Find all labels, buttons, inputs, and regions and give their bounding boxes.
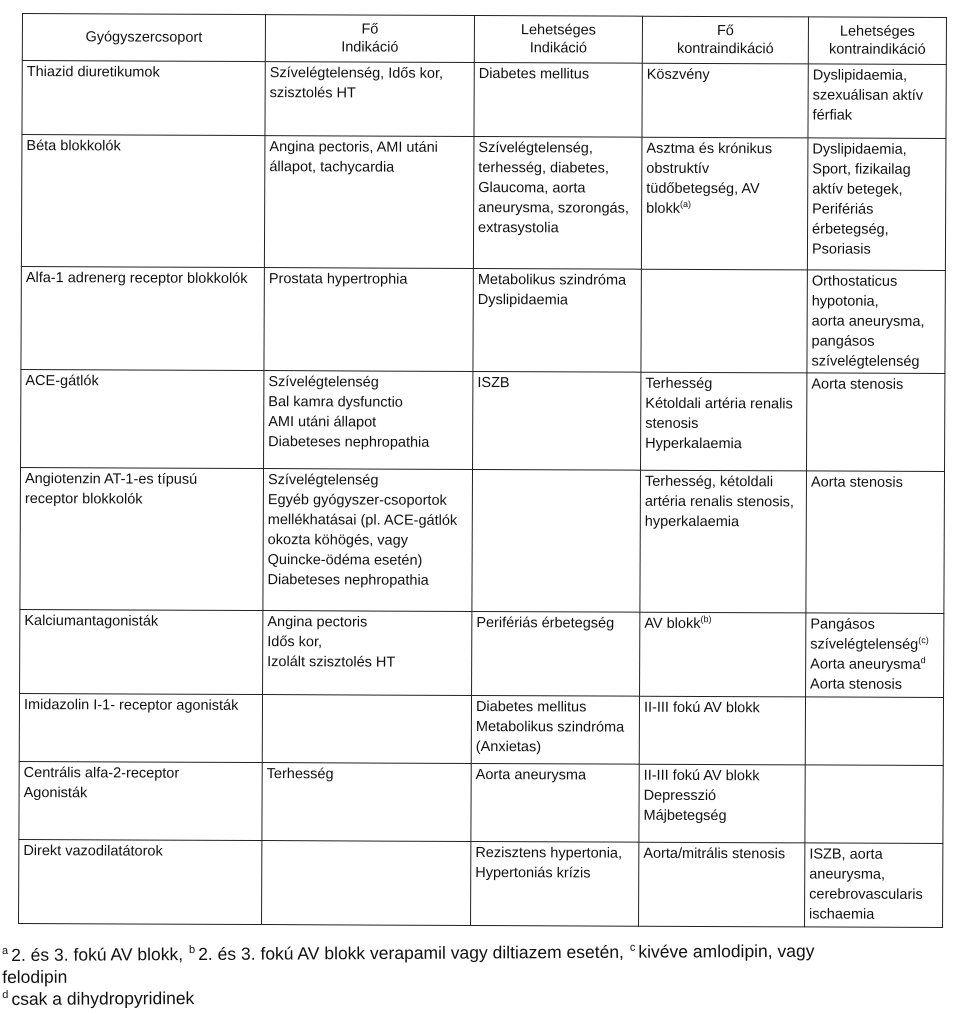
table-row xyxy=(19,839,943,927)
table-header-row xyxy=(22,14,946,65)
cell-line xyxy=(646,159,803,180)
footnote-line-3 xyxy=(2,983,952,1010)
table-row xyxy=(21,135,946,271)
table-row xyxy=(22,61,946,139)
cell-text: Idős kor, xyxy=(267,634,323,651)
cell-text: aneurysma, xyxy=(809,866,886,883)
cell-drug-group xyxy=(21,266,264,370)
header-text: kontraindikáció xyxy=(676,40,774,58)
header-possible-contraindication xyxy=(808,17,946,65)
cell-text: receptor blokkolók xyxy=(24,491,143,508)
cell-line xyxy=(645,374,802,395)
cell-text: Thiazid diuretikumok xyxy=(26,64,160,81)
cell-possible-indication xyxy=(471,763,639,842)
footnote-text-c: kivéve amlodipin, vagy xyxy=(638,940,815,962)
table-row xyxy=(20,609,944,697)
cell-text: szisztolés HT xyxy=(269,85,356,102)
cell-text: Hypertoniás krízis xyxy=(475,864,591,882)
footnote-mark-b: b xyxy=(188,944,196,957)
cell-text: Aorta/mitrális stenosis xyxy=(643,845,786,863)
cell-possible-contraindication xyxy=(805,697,943,766)
cell-line xyxy=(647,65,804,86)
cell-text: szívelégtelenség xyxy=(810,636,919,653)
cell-text: hypotonia, xyxy=(811,293,879,310)
cell-line xyxy=(27,62,261,83)
cell-line xyxy=(645,492,802,513)
cell-text: Béta blokkolók xyxy=(26,138,121,155)
cell-line xyxy=(812,179,941,200)
cell-text: Prostata hypertrophia xyxy=(268,271,408,288)
cell-drug-group xyxy=(19,839,262,924)
header-text: Lehetséges xyxy=(520,22,596,39)
cell-text: Májbetegség xyxy=(643,807,727,825)
header-drug-group xyxy=(22,14,265,62)
cell-main-indication xyxy=(265,62,474,137)
cell-text: Terhesség, kétoldali xyxy=(644,473,774,491)
cell-text: érbetegség, xyxy=(812,221,889,238)
header-text: Indikáció xyxy=(341,39,399,56)
cell-possible-contraindication xyxy=(807,138,946,271)
cell-line xyxy=(809,904,938,925)
cell-drug-group xyxy=(21,369,264,468)
cell-text: Depresszió xyxy=(643,787,717,805)
cell-text: Dyslipidaemia, xyxy=(812,67,908,84)
cell-text: Orthostaticus xyxy=(811,273,898,290)
cell-line xyxy=(643,844,800,865)
cell-possible-contraindication xyxy=(808,64,946,139)
cell-drug-group xyxy=(21,135,265,268)
header-text: Fő xyxy=(361,21,379,38)
cell-line xyxy=(270,83,470,104)
cell-text: Bal kamra dysfunctio xyxy=(268,394,403,411)
cell-text: Perifériás xyxy=(812,201,874,218)
footnote-mark-a: a xyxy=(2,945,9,958)
cell-text: szívelégtelenség xyxy=(811,353,920,370)
cell-line xyxy=(269,269,469,290)
cell-possible-contraindication xyxy=(807,270,945,374)
cell-line xyxy=(813,85,942,106)
cell-text: Kétoldali artéria renalis xyxy=(645,395,793,413)
cell-text: stenosis xyxy=(645,415,699,432)
cell-line xyxy=(475,863,634,884)
cell-main-contraindication xyxy=(641,269,807,373)
cell-text: állapot, tachycardia xyxy=(269,159,395,176)
footnote-reference: d xyxy=(920,655,926,666)
cell-text: Agonisták xyxy=(23,785,88,802)
table-row xyxy=(21,369,945,471)
cell-line xyxy=(477,373,636,394)
cell-line xyxy=(268,432,468,453)
cell-text: Pangásos xyxy=(810,616,875,633)
cell-possible-contraindication xyxy=(806,471,945,614)
cell-line xyxy=(267,652,467,673)
header-text: Indikáció xyxy=(529,40,587,57)
cell-line xyxy=(812,199,941,220)
cell-possible-indication xyxy=(474,62,642,137)
cell-line xyxy=(646,179,803,200)
cell-text: (Anxietas) xyxy=(475,738,542,756)
cell-line xyxy=(25,469,259,490)
cell-line xyxy=(478,198,637,219)
cell-text: extrasystolia xyxy=(478,219,559,237)
cell-line xyxy=(646,199,803,220)
cell-main-contraindication xyxy=(641,137,808,270)
cell-text: Perifériás érbetegség xyxy=(476,614,615,632)
header-text: Fő xyxy=(716,23,734,40)
cell-text: Angina pectoris, AMI utáni xyxy=(269,139,438,156)
table-row xyxy=(20,467,945,613)
cell-text: ISZB, aorta xyxy=(809,846,883,863)
footnote-reference: (c) xyxy=(918,635,929,646)
table-row xyxy=(19,761,943,843)
cell-line xyxy=(811,472,940,493)
cell-text: ischaemia xyxy=(809,906,875,923)
cell-text: blokk xyxy=(646,200,681,217)
cell-line xyxy=(267,632,467,653)
cell-text: hyperkalaemia xyxy=(644,513,740,531)
footnote-mark-c: c xyxy=(629,941,636,954)
cell-line xyxy=(812,291,941,312)
cell-possible-indication xyxy=(471,695,639,764)
cell-line xyxy=(268,550,468,571)
cell-main-contraindication xyxy=(642,63,808,138)
footnote-mark-d: d xyxy=(2,989,9,1002)
cell-drug-group xyxy=(19,693,262,762)
cell-main-indication xyxy=(263,469,473,612)
cell-text: AMI utáni állapot xyxy=(268,414,377,431)
cell-text: Direkt vazodilatátorok xyxy=(23,843,163,860)
cell-line xyxy=(26,136,260,157)
footnotes xyxy=(2,939,952,1010)
cell-drug-group xyxy=(20,467,264,610)
cell-text: férfiak xyxy=(812,107,853,124)
cell-text: Szívelégtelenség, xyxy=(478,139,593,157)
cell-line xyxy=(476,717,635,738)
cell-main-indication xyxy=(264,136,474,269)
cell-main-indication xyxy=(263,611,472,696)
cell-line xyxy=(267,764,467,785)
cell-line xyxy=(478,178,637,199)
cell-line xyxy=(268,372,468,393)
cell-text: Diabetes mellitus xyxy=(475,698,587,716)
cell-line xyxy=(269,137,469,158)
cell-text: Angina pectoris xyxy=(267,614,368,631)
header-possible-indication xyxy=(474,15,642,63)
cell-line xyxy=(24,783,258,804)
cell-text: aktív betegek, xyxy=(812,181,903,198)
footnote-reference: (a) xyxy=(680,199,692,210)
cell-text: II-III fokú AV blokk xyxy=(643,767,760,785)
cell-text: Sport, fizikailag xyxy=(812,161,911,178)
cell-text: Hyperkalaemia xyxy=(645,435,742,453)
cell-line xyxy=(478,218,637,239)
cell-line xyxy=(270,63,470,84)
cell-text: Quincke-ödéma esetén) xyxy=(267,552,423,569)
cell-possible-indication xyxy=(473,268,641,372)
cell-text: terhesség, diabetes, xyxy=(478,159,609,177)
cell-line xyxy=(478,158,637,179)
drug-classes-table xyxy=(18,13,947,928)
cell-text: Aorta stenosis xyxy=(811,376,904,393)
cell-line xyxy=(24,611,258,632)
cell-text: Imidazolin I-1- receptor agonisták xyxy=(23,697,239,714)
cell-line xyxy=(812,271,941,292)
header-text: kontraindikáció xyxy=(828,41,926,58)
cell-text: Aorta aneurysma xyxy=(810,656,921,673)
cell-text: Egyéb gyógyszer-csoportok xyxy=(267,492,447,509)
cell-line xyxy=(26,268,260,289)
cell-possible-indication xyxy=(473,371,641,470)
cell-line xyxy=(476,697,635,718)
cell-line xyxy=(810,614,939,635)
cell-line xyxy=(267,612,467,633)
cell-possible-contraindication xyxy=(805,843,943,928)
cell-text: cerebrovascularis xyxy=(809,886,923,903)
cell-line xyxy=(268,392,468,413)
cell-line xyxy=(813,105,942,126)
cell-text: Kalciumantagonisták xyxy=(24,613,159,630)
cell-text: Aorta aneurysma xyxy=(475,766,587,784)
cell-main-indication xyxy=(262,695,471,764)
cell-text: Metabolikus szindróma xyxy=(477,271,627,289)
table-row xyxy=(19,693,943,765)
cell-text: Psoriasis xyxy=(811,241,871,258)
cell-text: ISZB xyxy=(477,374,510,392)
cell-main-contraindication xyxy=(640,470,807,613)
cell-line xyxy=(643,806,800,827)
cell-possible-indication xyxy=(472,469,641,612)
cell-line xyxy=(268,510,468,531)
cell-main-indication xyxy=(262,763,471,842)
cell-main-contraindication xyxy=(639,842,805,927)
cell-line xyxy=(812,219,941,240)
cell-text: Dyslipidaemia xyxy=(477,291,569,309)
cell-text: aorta aneurysma, xyxy=(811,313,925,330)
cell-possible-indication xyxy=(473,136,642,269)
cell-line xyxy=(476,613,635,634)
cell-line xyxy=(645,394,802,415)
cell-text: Aorta stenosis xyxy=(810,676,903,693)
cell-line xyxy=(812,331,941,352)
cell-main-contraindication xyxy=(641,372,807,471)
cell-line xyxy=(25,371,259,392)
footnote-text-b: 2. és 3. fokú AV blokk verapamil vagy diltiazem esetén, xyxy=(198,941,624,964)
cell-line xyxy=(267,570,467,591)
cell-text: Diabeteses nephropathia xyxy=(268,434,430,451)
cell-line xyxy=(809,864,938,885)
cell-text: obstruktív xyxy=(646,160,710,177)
cell-line xyxy=(644,786,801,807)
header-main-contraindication xyxy=(642,16,808,64)
cell-line xyxy=(812,239,941,260)
header-text: Lehetséges xyxy=(839,23,915,40)
footnote-line-2: felodipin xyxy=(2,966,68,987)
cell-text: aneurysma, szorongás, xyxy=(478,199,629,217)
cell-line xyxy=(811,351,940,372)
cell-line xyxy=(479,64,638,85)
cell-line xyxy=(268,470,468,491)
cell-line xyxy=(809,884,938,905)
cell-line xyxy=(475,843,634,864)
cell-text: pangásos xyxy=(811,333,875,350)
cell-line xyxy=(644,766,801,787)
cell-text: Szívelégtelenség xyxy=(267,472,379,489)
cell-line xyxy=(809,844,938,865)
header-main-indication xyxy=(265,15,474,63)
cell-drug-group xyxy=(20,609,263,694)
cell-possible-indication xyxy=(472,611,640,696)
cell-main-indication xyxy=(264,371,473,470)
cell-line xyxy=(810,654,939,675)
cell-line xyxy=(645,472,802,493)
cell-line xyxy=(812,139,941,160)
cell-main-indication xyxy=(262,841,471,926)
cell-line xyxy=(476,737,635,758)
cell-text: Rezisztens hypertonia, xyxy=(475,844,623,862)
cell-line xyxy=(478,138,637,159)
cell-line xyxy=(24,695,258,716)
cell-line xyxy=(646,139,803,160)
cell-text: Köszvény xyxy=(646,66,710,84)
cell-possible-contraindication xyxy=(806,613,944,698)
cell-line xyxy=(645,414,802,435)
cell-text: Szívelégtelenség xyxy=(268,374,379,391)
cell-possible-indication xyxy=(471,841,639,926)
cell-line xyxy=(478,270,637,291)
cell-text: ACE-gátlók xyxy=(25,373,99,390)
header-text: Gyógyszercsoport xyxy=(85,29,203,46)
cell-text: Dyslipidaemia, xyxy=(812,141,907,158)
cell-drug-group xyxy=(22,61,265,136)
footnote-reference: (b) xyxy=(700,614,712,625)
cell-main-contraindication xyxy=(639,764,805,843)
cell-drug-group xyxy=(19,761,262,840)
cell-text: Glaucoma, aorta xyxy=(478,179,586,197)
cell-line xyxy=(644,698,801,719)
cell-text: Centrális alfa-2-receptor xyxy=(23,765,180,782)
cell-line xyxy=(268,412,468,433)
cell-line xyxy=(476,765,635,786)
cell-text: Diabeteses nephropathia xyxy=(267,572,429,589)
cell-text: Izolált szisztolés HT xyxy=(267,654,396,671)
table-row xyxy=(21,266,945,373)
cell-text: Asztma és krónikus xyxy=(646,140,773,158)
cell-text: tüdőbetegség, AV xyxy=(646,180,760,198)
cell-text: Diabetes mellitus xyxy=(478,65,590,83)
cell-text: Aorta stenosis xyxy=(810,474,903,491)
cell-text: Terhesség xyxy=(266,766,334,783)
cell-line xyxy=(269,157,469,178)
cell-text: Metabolikus szindróma xyxy=(475,718,625,736)
cell-text: artéria renalis stenosis, xyxy=(644,493,795,511)
cell-main-contraindication xyxy=(640,612,806,697)
cell-text: Szívelégtelenség, Idős kor, xyxy=(269,65,444,82)
cell-line xyxy=(268,530,468,551)
footnote-text-a: 2. és 3. fokú AV blokk, xyxy=(11,944,184,965)
cell-text: II-III fokú AV blokk xyxy=(643,699,760,717)
footnote-text-d: csak a dihydropyridinek xyxy=(11,987,195,1009)
cell-line xyxy=(812,159,941,180)
cell-line xyxy=(812,311,941,332)
cell-text: okozta köhögés, vagy xyxy=(267,532,409,549)
cell-text: AV blokk xyxy=(644,615,701,632)
cell-line xyxy=(268,490,468,511)
cell-text: mellékhatásai (pl. ACE-gátlók xyxy=(267,512,458,529)
cell-line xyxy=(24,763,258,784)
cell-line xyxy=(645,434,802,455)
cell-line xyxy=(23,841,257,862)
cell-line xyxy=(813,65,942,86)
cell-possible-contraindication xyxy=(805,765,943,844)
cell-possible-contraindication xyxy=(807,373,945,472)
cell-text: Terhesség xyxy=(645,375,713,393)
cell-line xyxy=(811,374,940,395)
cell-main-indication xyxy=(264,268,473,372)
cell-line xyxy=(644,614,801,635)
cell-main-contraindication xyxy=(639,696,805,765)
cell-text: Angiotenzin AT-1-es típusú xyxy=(24,471,198,488)
cell-text: szexuálisan aktív xyxy=(812,87,924,104)
cell-line xyxy=(25,489,259,510)
cell-line xyxy=(478,290,637,311)
cell-line xyxy=(810,674,939,695)
cell-text: Alfa-1 adrenerg receptor blokkolók xyxy=(25,270,248,287)
cell-line xyxy=(810,634,939,655)
cell-line xyxy=(645,512,802,533)
